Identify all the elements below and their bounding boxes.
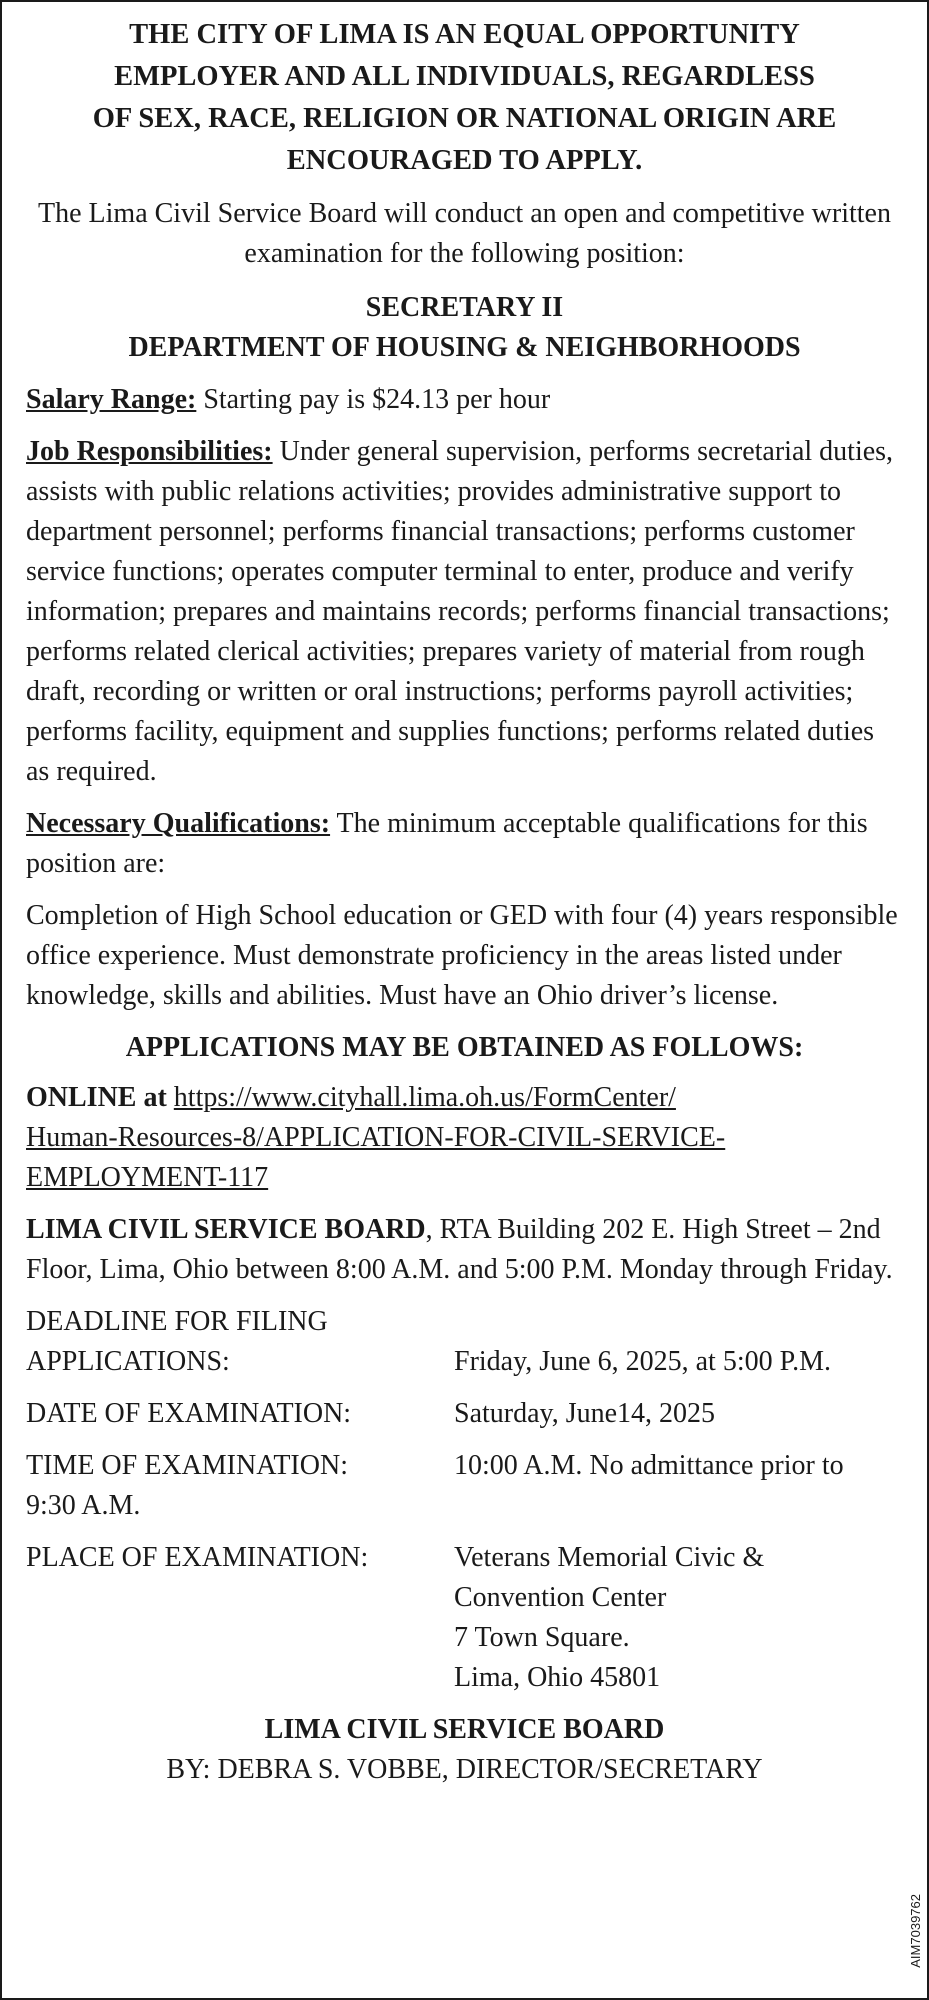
ad-code: AIM7039762 xyxy=(908,1894,923,1968)
application-link-line: https://www.cityhall.lima.oh.us/FormCenter/ xyxy=(173,1082,676,1113)
online-label: ONLINE at xyxy=(26,1082,167,1113)
department-name: DEPARTMENT OF HOUSING & NEIGHBORHOODS xyxy=(128,332,801,363)
exam-date-value: Saturday, June14, 2025 xyxy=(454,1398,716,1429)
eeo-line: ENCOURAGED TO APPLY. xyxy=(286,145,643,176)
salary-paragraph xyxy=(26,380,903,420)
exam-date-label: DATE OF EXAMINATION: xyxy=(26,1398,352,1429)
salary-label: Salary Range: xyxy=(26,384,197,415)
deadline-label-line: APPLICATIONS: xyxy=(26,1346,230,1377)
exam-time-row xyxy=(26,1446,903,1526)
exam-time-label: TIME OF EXAMINATION: xyxy=(26,1450,348,1481)
exam-date-row xyxy=(26,1394,903,1434)
exam-time-value-cont: 9:30 A.M. xyxy=(26,1490,141,1521)
board-address-paragraph xyxy=(26,1210,903,1290)
deadline-label xyxy=(26,1302,454,1382)
exam-place-value xyxy=(454,1538,903,1698)
responsibilities-text: Under general supervision, performs secretarial duties, assists with public relations activities; provides administrative support to department personnel; performs financial transactions; performs customer service functions; operates computer terminal to enter, produce and verify information; prepares and maintains records; performs financial transactions; performs related clerical activities; prepares variety of material from rough draft, recording or written or oral instructions; performs payroll activities; performs facility, equipment and supplies functions; performs related duties as required. xyxy=(26,436,894,787)
eeo-line: THE CITY OF LIMA IS AN EQUAL OPPORTUNITY xyxy=(129,19,800,50)
exam-time-line xyxy=(26,1446,903,1486)
qualifications-text: The minimum acceptable qualifications for this position are: xyxy=(26,808,868,879)
intro-text: The Lima Civil Service Board will conduct an open and competitive written examination for the following position: xyxy=(38,198,891,269)
exam-place-row xyxy=(26,1538,903,1698)
place-line: Lima, Ohio 45801 xyxy=(454,1662,661,1693)
deadline-row xyxy=(26,1302,903,1382)
qualifications-label: Necessary Qualifications: xyxy=(26,808,331,839)
position-title: SECRETARY II xyxy=(365,292,564,323)
application-link-line: Human-Resources-8/APPLICATION-FOR-CIVIL-SERVICE- xyxy=(26,1122,726,1153)
position-title-block xyxy=(26,288,903,368)
exam-place-label: PLACE OF EXAMINATION: xyxy=(26,1542,369,1573)
signature-org: LIMA CIVIL SERVICE BOARD xyxy=(264,1714,665,1745)
eeo-line: OF SEX, RACE, RELIGION OR NATIONAL ORIGIN ARE xyxy=(92,103,837,134)
qualifications-details: Completion of High School education or GED with four (4) years responsible office experience. Must demonstrate proficiency in the areas listed under knowledge, skills and abilities. Must have an Ohio driver’s license. xyxy=(26,900,898,1011)
place-line: Convention Center xyxy=(454,1582,667,1613)
spacer xyxy=(454,1302,903,1342)
board-name: LIMA CIVIL SERVICE BOARD xyxy=(26,1214,426,1245)
signature-block xyxy=(26,1710,903,1790)
eeo-line: EMPLOYER AND ALL INDIVIDUALS, REGARDLESS xyxy=(114,61,815,92)
responsibilities-label: Job Responsibilities: xyxy=(26,436,273,467)
eeo-statement xyxy=(26,14,903,182)
online-application xyxy=(26,1078,903,1198)
applications-heading: APPLICATIONS MAY BE OBTAINED AS FOLLOWS: xyxy=(125,1032,804,1063)
application-link-line: EMPLOYMENT-117 xyxy=(26,1162,269,1193)
place-line: 7 Town Square. xyxy=(454,1622,630,1653)
salary-text: Starting pay is $24.13 per hour xyxy=(196,384,551,415)
deadline-value xyxy=(454,1302,903,1382)
deadline-value-text: Friday, June 6, 2025, at 5:00 P.M. xyxy=(454,1346,831,1377)
signature-by: BY: DEBRA S. VOBBE, DIRECTOR/SECRETARY xyxy=(166,1754,763,1785)
responsibilities-paragraph xyxy=(26,432,903,792)
deadline-label-line: DEADLINE FOR FILING xyxy=(26,1306,328,1337)
exam-time-value: 10:00 A.M. No admittance prior to xyxy=(454,1450,844,1481)
qualifications-paragraph xyxy=(26,804,903,884)
place-line: Veterans Memorial Civic & xyxy=(454,1542,765,1573)
board-address: , RTA Building 202 E. High Street – 2nd Floor, Lima, Ohio between 8:00 A.M. and 5:00 P.M. Monday through Friday. xyxy=(26,1214,893,1285)
